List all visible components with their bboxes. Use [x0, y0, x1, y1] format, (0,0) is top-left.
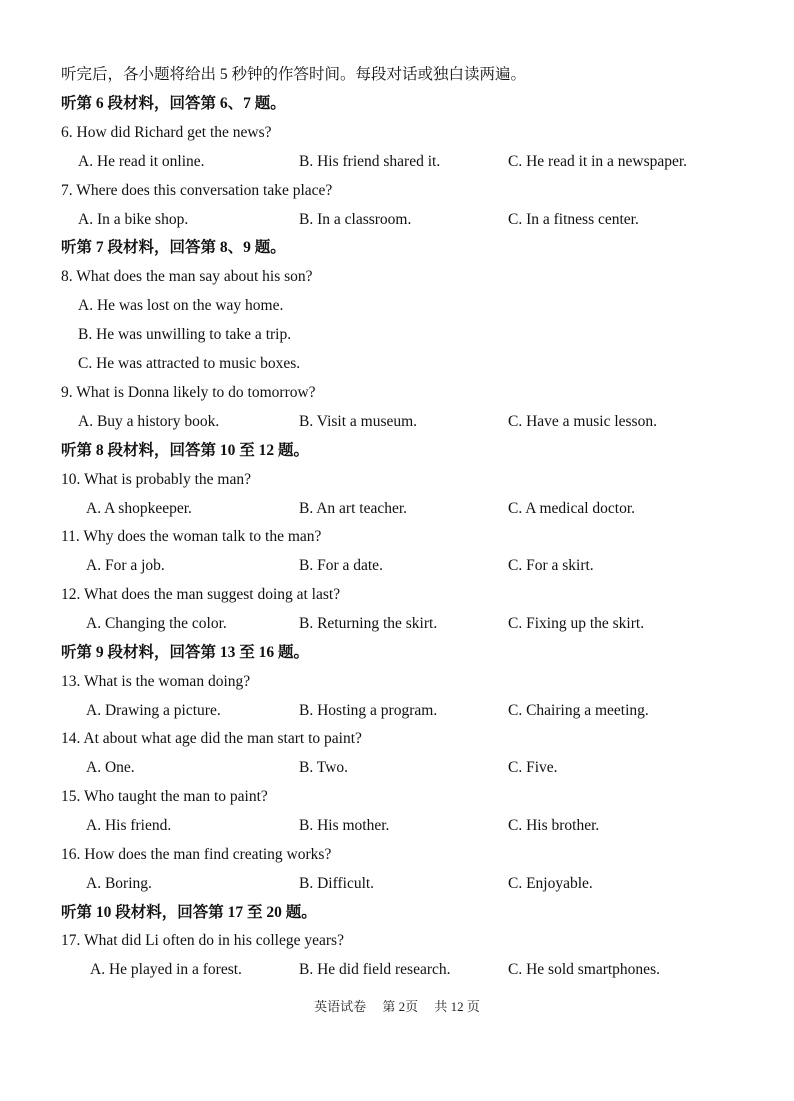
options-9	[0, 407, 794, 436]
question-9	[0, 378, 794, 407]
options-13	[0, 696, 794, 725]
question-16	[0, 840, 794, 869]
question-stem: 10. What is probably the man?	[61, 471, 251, 488]
question-11	[0, 522, 794, 551]
option-c: C. A medical doctor.	[508, 500, 635, 517]
option-c: C. In a fitness center.	[508, 211, 639, 228]
options-10	[0, 494, 794, 523]
option-c: C. He sold smartphones.	[508, 961, 660, 978]
option-b: B. Visit a museum.	[299, 413, 418, 430]
question-stem: 16. How does the man find creating works?	[61, 846, 332, 863]
section-heading: 听第 7 段材料，回答第 8、9 题。	[61, 239, 286, 256]
option-c: C. He was attracted to music boxes.	[78, 355, 301, 372]
option-c: C. Five.	[508, 759, 558, 776]
page-footer: 英语试卷 第 2页 共 12 页	[314, 999, 480, 1014]
question-8	[0, 262, 794, 291]
options-12	[0, 609, 794, 638]
section-heading: 听第 6 段材料，回答第 6、7 题。	[61, 95, 286, 112]
question-stem: 8. What does the man say about his son?	[61, 268, 313, 285]
options-16	[0, 869, 794, 898]
option-b: B. He was unwilling to take a trip.	[78, 326, 292, 343]
option-b: B. He did field research.	[299, 961, 451, 978]
options-15	[0, 811, 794, 840]
option-a: A. For a job.	[86, 557, 165, 574]
option-b: B. Hosting a program.	[299, 702, 438, 719]
question-stem: 11. Why does the woman talk to the man?	[61, 528, 322, 545]
option-a: A. Buy a history book.	[78, 413, 220, 430]
options-7	[0, 205, 794, 234]
option-a: A. Boring.	[86, 875, 152, 892]
option-a: A. He was lost on the way home.	[78, 297, 284, 314]
intro-text: 听完后，各小题将给出 5 秒钟的作答时间。每段对话或独白读两遍。	[61, 66, 527, 83]
section-heading: 听第 8 段材料，回答第 10 至 12 题。	[61, 442, 310, 459]
question-12	[0, 580, 794, 609]
option-a: A. His friend.	[86, 817, 172, 834]
option-8c	[0, 349, 794, 378]
option-a: A. One.	[86, 759, 135, 776]
option-b: B. Difficult.	[299, 875, 375, 892]
option-a: A. In a bike shop.	[78, 211, 189, 228]
options-17	[0, 955, 794, 984]
question-stem: 17. What did Li often do in his college years?	[61, 932, 344, 949]
option-b: B. His mother.	[299, 817, 390, 834]
question-13	[0, 667, 794, 696]
option-b: B. Returning the skirt.	[299, 615, 438, 632]
option-c: C. Enjoyable.	[508, 875, 593, 892]
question-stem: 6. How did Richard get the news?	[61, 124, 272, 141]
option-a: A. Changing the color.	[86, 615, 227, 632]
option-b: B. An art teacher.	[299, 500, 408, 517]
options-11	[0, 551, 794, 580]
option-c: C. Chairing a meeting.	[508, 702, 649, 719]
question-stem: 13. What is the woman doing?	[61, 673, 251, 690]
section-heading: 听第 9 段材料，回答第 13 至 16 题。	[61, 644, 310, 661]
question-10	[0, 465, 794, 494]
question-6	[0, 118, 794, 147]
option-b: B. In a classroom.	[299, 211, 412, 228]
option-a: A. He read it online.	[78, 153, 205, 170]
question-stem: 14. At about what age did the man start to paint?	[61, 730, 362, 747]
question-stem: 12. What does the man suggest doing at last?	[61, 586, 341, 603]
option-8b	[0, 320, 794, 349]
question-stem: 7. Where does this conversation take place?	[61, 182, 333, 199]
option-8a	[0, 291, 794, 320]
option-a: A. A shopkeeper.	[86, 500, 192, 517]
question-stem: 15. Who taught the man to paint?	[61, 788, 268, 805]
question-14	[0, 724, 794, 753]
question-17	[0, 926, 794, 955]
question-15	[0, 782, 794, 811]
question-7	[0, 176, 794, 205]
option-c: C. His brother.	[508, 817, 600, 834]
option-c: C. Fixing up the skirt.	[508, 615, 645, 632]
option-a: A. He played in a forest.	[90, 961, 242, 978]
option-b: B. His friend shared it.	[299, 153, 441, 170]
options-14	[0, 753, 794, 782]
option-a: A. Drawing a picture.	[86, 702, 221, 719]
section-heading: 听第 10 段材料，回答第 17 至 20 题。	[61, 904, 317, 921]
option-b: B. Two.	[299, 759, 349, 776]
option-b: B. For a date.	[299, 557, 383, 574]
question-stem: 9. What is Donna likely to do tomorrow?	[61, 384, 316, 401]
option-c: C. He read it in a newspaper.	[508, 153, 688, 170]
option-c: C. For a skirt.	[508, 557, 594, 574]
option-c: C. Have a music lesson.	[508, 413, 657, 430]
options-6	[0, 147, 794, 176]
